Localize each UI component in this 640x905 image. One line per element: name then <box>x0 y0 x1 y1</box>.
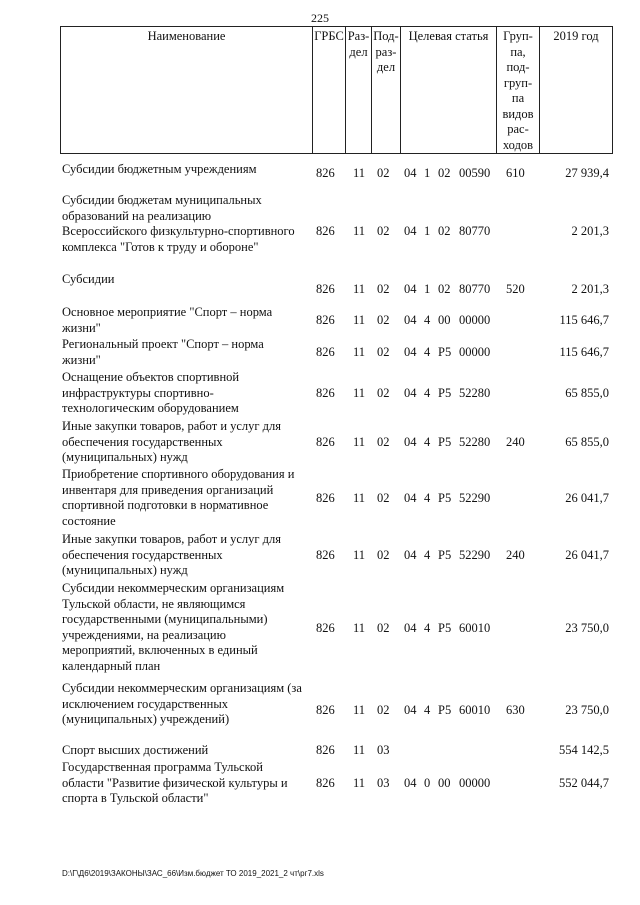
row-podrazdel: 02 <box>377 548 390 562</box>
row-group: 630 <box>506 703 525 717</box>
row-razdel: 11 <box>353 386 366 400</box>
row-target-4: 52280 <box>459 435 491 449</box>
row-grbs: 826 <box>316 313 335 327</box>
row-podrazdel: 02 <box>377 345 390 359</box>
row-target-3: P5 <box>438 435 452 449</box>
row-name: Субсидии <box>62 272 115 286</box>
row-target-3: P5 <box>438 386 452 400</box>
row-sum: 115 646,7 <box>559 345 609 359</box>
row-grbs: 826 <box>316 345 335 359</box>
row-name: Субсидии некоммерческим организациям (за исключением государственных (муниципальных) учреждений) <box>62 681 302 727</box>
header-grbs: ГРБС <box>313 27 346 154</box>
row-grbs: 826 <box>316 776 335 790</box>
header-podrazdel: Под-раз-дел <box>372 27 401 154</box>
row-name: Государственная программа Тульской области "Развитие физической культуры и спорта в Тульской области" <box>62 760 288 806</box>
row-target-4: 80770 <box>459 224 491 238</box>
row-target-2: 4 <box>424 435 431 449</box>
header-target: Целевая статья <box>401 27 497 154</box>
row-name: Иные закупки товаров, работ и услуг для обеспечения государственных (муниципальных) нужд <box>62 532 282 578</box>
row-target-1: 04 <box>404 313 417 327</box>
row-target-3: P5 <box>438 621 452 635</box>
row-grbs: 826 <box>316 435 335 449</box>
row-sum: 23 750,0 <box>565 621 609 635</box>
row-sum: 65 855,0 <box>565 386 609 400</box>
row-name: Основное мероприятие "Спорт – норма жизни" <box>62 305 273 335</box>
row-target-4: 52280 <box>459 386 491 400</box>
row-target-1: 04 <box>404 776 417 790</box>
row-target-2: 4 <box>424 491 431 505</box>
row-grbs: 826 <box>316 224 335 238</box>
row-sum: 552 044,7 <box>559 776 609 790</box>
row-target-3: P5 <box>438 703 452 717</box>
row-podrazdel: 03 <box>377 776 390 790</box>
header-razdel: Раз-дел <box>346 27 372 154</box>
row-razdel: 11 <box>353 548 366 562</box>
row-sum: 2 201,3 <box>571 282 609 296</box>
row-razdel: 11 <box>353 621 366 635</box>
row-group: 240 <box>506 435 525 449</box>
row-target-2: 1 <box>424 224 431 238</box>
row-razdel: 11 <box>353 435 366 449</box>
row-razdel: 11 <box>353 703 366 717</box>
row-target-4: 52290 <box>459 491 491 505</box>
row-sum: 27 939,4 <box>565 166 609 180</box>
row-sum: 554 142,5 <box>559 743 609 757</box>
row-target-2: 4 <box>424 703 431 717</box>
row-sum: 23 750,0 <box>565 703 609 717</box>
row-target-2: 4 <box>424 548 431 562</box>
row-target-1: 04 <box>404 703 417 717</box>
page-number: 225 <box>311 11 329 25</box>
row-podrazdel: 02 <box>377 621 390 635</box>
row-sum: 65 855,0 <box>565 435 609 449</box>
row-target-2: 4 <box>424 345 431 359</box>
row-podrazdel: 03 <box>377 743 390 757</box>
row-target-4: 52290 <box>459 548 491 562</box>
row-target-1: 04 <box>404 386 417 400</box>
row-target-2: 1 <box>424 282 431 296</box>
row-razdel: 11 <box>353 224 366 238</box>
row-podrazdel: 02 <box>377 282 390 296</box>
row-target-3: P5 <box>438 345 452 359</box>
row-sum: 115 646,7 <box>559 313 609 327</box>
row-target-4: 00000 <box>459 345 491 359</box>
row-razdel: 11 <box>353 491 366 505</box>
header-name: Наименование <box>61 27 313 154</box>
row-target-1: 04 <box>404 166 417 180</box>
row-name: Субсидии бюджетным учреждениям <box>62 162 257 176</box>
row-target-4: 60010 <box>459 703 491 717</box>
row-podrazdel: 02 <box>377 166 390 180</box>
row-target-2: 1 <box>424 166 431 180</box>
row-group: 520 <box>506 282 525 296</box>
row-podrazdel: 02 <box>377 313 390 327</box>
footer-file-path: D:\Г\Д6\2019\ЗАКОНЫ\ЗАС_66\Изм.бюджет ТО 2019_2021_2 чт\рг7.xls <box>62 869 324 878</box>
row-sum: 2 201,3 <box>571 224 609 238</box>
row-razdel: 11 <box>353 743 366 757</box>
row-razdel: 11 <box>353 776 366 790</box>
header-year: 2019 год <box>540 27 613 154</box>
row-razdel: 11 <box>353 313 366 327</box>
row-group: 240 <box>506 548 525 562</box>
row-sum: 26 041,7 <box>565 491 609 505</box>
row-podrazdel: 02 <box>377 703 390 717</box>
row-podrazdel: 02 <box>377 491 390 505</box>
row-razdel: 11 <box>353 345 366 359</box>
row-target-2: 0 <box>424 776 431 790</box>
row-target-4: 80770 <box>459 282 491 296</box>
row-target-4: 00000 <box>459 776 491 790</box>
row-podrazdel: 02 <box>377 435 390 449</box>
row-target-1: 04 <box>404 282 417 296</box>
row-name: Иные закупки товаров, работ и услуг для обеспечения государственных (муниципальных) нужд <box>62 419 282 465</box>
row-target-3: P5 <box>438 491 452 505</box>
row-name: Приобретение спортивного оборудования и инвентаря для приведения организаций спортивной подготовки в нормативное состояние <box>62 467 295 528</box>
row-target-2: 4 <box>424 313 431 327</box>
row-name: Спорт высших достижений <box>62 743 209 757</box>
row-target-1: 04 <box>404 435 417 449</box>
row-razdel: 11 <box>353 282 366 296</box>
row-grbs: 826 <box>316 703 335 717</box>
row-target-3: 02 <box>438 282 451 296</box>
row-target-2: 4 <box>424 386 431 400</box>
row-podrazdel: 02 <box>377 224 390 238</box>
table-header <box>60 26 613 154</box>
row-target-1: 04 <box>404 224 417 238</box>
row-target-3: 00 <box>438 313 451 327</box>
row-razdel: 11 <box>353 166 366 180</box>
row-target-1: 04 <box>404 491 417 505</box>
row-grbs: 826 <box>316 548 335 562</box>
header-group: Груп-па, под-груп-па видов рас-ходов <box>497 27 540 154</box>
row-target-1: 04 <box>404 345 417 359</box>
row-target-4: 00000 <box>459 313 491 327</box>
row-grbs: 826 <box>316 621 335 635</box>
row-name: Региональный проект "Спорт – норма жизни" <box>62 337 264 367</box>
row-target-1: 04 <box>404 621 417 635</box>
row-target-3: 00 <box>438 776 451 790</box>
row-name: Субсидии бюджетам муниципальных образований на реализацию Всероссийского физкультурно-спортивного комплекса "Готов к труду и обороне" <box>62 193 295 254</box>
row-target-4: 00590 <box>459 166 491 180</box>
row-target-4: 60010 <box>459 621 491 635</box>
row-grbs: 826 <box>316 743 335 757</box>
row-target-3: 02 <box>438 224 451 238</box>
row-grbs: 826 <box>316 386 335 400</box>
row-sum: 26 041,7 <box>565 548 609 562</box>
row-grbs: 826 <box>316 166 335 180</box>
row-group: 610 <box>506 166 525 180</box>
row-target-3: 02 <box>438 166 451 180</box>
row-target-1: 04 <box>404 548 417 562</box>
row-grbs: 826 <box>316 491 335 505</box>
row-name: Оснащение объектов спортивной инфраструктуры спортивно-технологическим оборудованием <box>62 370 240 416</box>
row-name: Субсидии некоммерческим организациям Тульской области, не являющимся государственными (муниципальными) учреждениями, на реализацию мероприятий, включенных в единый календарный план <box>62 581 285 673</box>
row-target-2: 4 <box>424 621 431 635</box>
row-target-3: P5 <box>438 548 452 562</box>
row-grbs: 826 <box>316 282 335 296</box>
row-podrazdel: 02 <box>377 386 390 400</box>
